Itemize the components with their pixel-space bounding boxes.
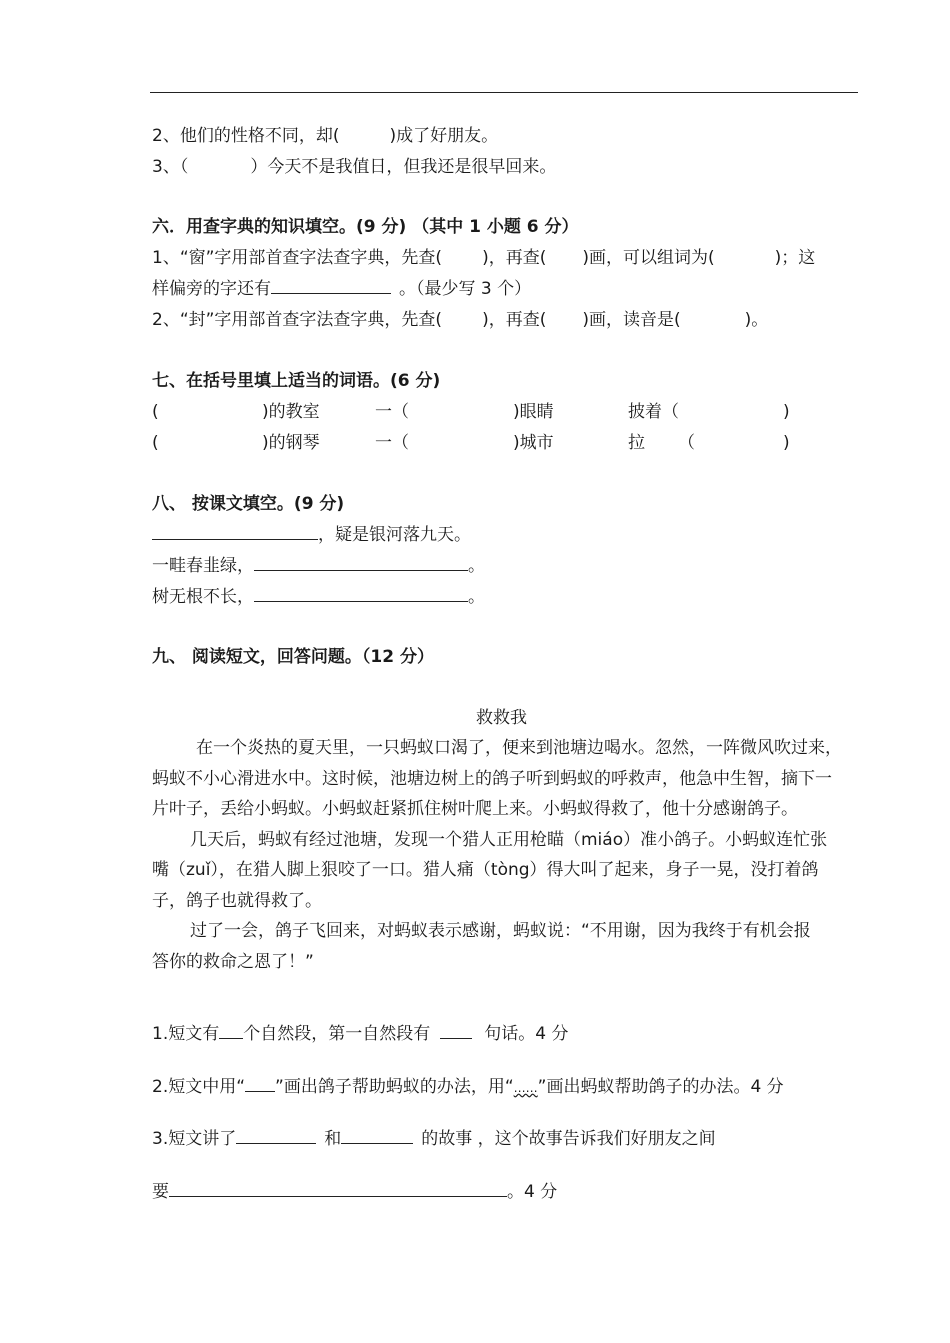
s7-r2-c2b: )城市: [513, 433, 554, 453]
s9-q2-text-a: 2.短文中用“: [152, 1077, 246, 1097]
s6-q2-line: [152, 309, 768, 331]
section-9-title: 九、 阅读短文，回答问题。（12 分）: [152, 647, 434, 667]
blank-line: [440, 1024, 472, 1039]
straight-underline-sample: [245, 1077, 275, 1092]
question-3-line: [152, 156, 556, 178]
s9-q1-text-a: 1.短文有: [152, 1024, 220, 1044]
story-p1-l1: 在一个炎热的夏天里，一只蚂蚁口渴了，便来到池塘边喝水。忽然，一阵微风吹过来，: [196, 738, 842, 758]
section-7-title: 七、在括号里填上适当的词语。(6 分): [152, 371, 441, 391]
s9-q3-text-c: 的故事 ，这个故事告诉我们好朋友之间: [421, 1129, 716, 1149]
s9-q1: [152, 1023, 568, 1045]
s7-r2-c1: )的钢琴: [262, 433, 320, 453]
s6-q1-text-f: 。（最少写 3 个）: [399, 279, 532, 299]
q3-text-a: 3、（: [152, 157, 189, 177]
s7-r2-close: ): [783, 433, 790, 453]
s7-r1-c1: )的教室: [262, 402, 320, 422]
s9-q2: [152, 1076, 784, 1099]
s8-line2-text: 一畦春韭绿，: [152, 556, 254, 576]
q3-text-b: ）今天不是我值日，但我还是很早回来。: [250, 157, 557, 177]
s8-line3-end: 。: [468, 587, 485, 607]
s9-q2-text-b: ”画出鸽子帮助蚂蚁的办法，用“: [275, 1077, 514, 1097]
s8-line1-text: ，疑是银河落九天。: [318, 525, 471, 545]
story-p3-l2: 答你的救命之恩了！”: [152, 952, 314, 972]
s9-q4: [152, 1181, 557, 1203]
blank-line: [152, 525, 318, 540]
s9-q4-text-a: 要: [152, 1182, 169, 1202]
wavy-underline-sample: ……: [513, 1081, 538, 1095]
s9-q3-text-b: 和: [324, 1129, 342, 1149]
s8-line3-text: 树无根不长，: [152, 587, 254, 607]
s8-line1: [152, 524, 471, 546]
header-rule: [150, 92, 858, 93]
s8-line3: [152, 586, 485, 608]
s6-q1-text-e: 样偏旁的字还有: [152, 279, 271, 299]
story-p1-l3: 片叶子，丢给小蚂蚁。小蚂蚁赶紧抓住树叶爬上来。小蚂蚁得救了，他十分感谢鸽子。: [152, 799, 798, 819]
story-p2-l3: 子，鸽子也就得救了。: [152, 891, 322, 911]
s7-r1-c2a: 一（: [375, 402, 409, 422]
s9-q3: [152, 1128, 716, 1150]
s9-q4-text-b: 。4 分: [507, 1182, 558, 1202]
s6-q1-line1: [152, 247, 815, 269]
story-p2-l2: 嘴（zuǐ），在猎人脚上狠咬了一口。猎人痛（tòng）得大叫了起来，身子一晃，没打着鸽: [152, 860, 819, 880]
s6-q1-text-b: )，再查(: [482, 248, 547, 268]
s7-r1-c2b: )眼睛: [513, 402, 554, 422]
s6-q1-text-c: )画，可以组词为(: [582, 248, 715, 268]
s7-r2-c3a: 拉: [628, 433, 645, 453]
s6-q2-text-c: )画，读音是(: [582, 310, 681, 330]
q2-text-a: 2、他们的性格不同，却(: [152, 126, 340, 146]
blank-line: [271, 279, 391, 294]
blank-line: [169, 1182, 507, 1197]
s9-q1-text-b: 个自然段，第一自然段有: [243, 1024, 431, 1044]
blank-line: [254, 587, 468, 602]
s9-q1-text-c: 句话。4 分: [484, 1024, 569, 1044]
s7-r1-c3a: 披着（: [628, 402, 679, 422]
s6-q1-line2: [152, 278, 531, 300]
story-p1-l2: 蚂蚁不小心滑进水中。这时候，池塘边树上的鸽子听到蚂蚁的呼救声，他急中生智，摘下一: [152, 769, 832, 789]
s6-q2-text-b: )，再查(: [482, 310, 547, 330]
s7-r2-c3b: （: [678, 433, 695, 453]
s6-q1-text-a: 1、“窗”字用部首查字法查字典，先查(: [152, 248, 443, 268]
s6-q1-text-d: )；这: [774, 248, 816, 268]
story-p2-l1: 几天后，蚂蚁有经过池塘，发现一个猎人正用枪瞄（miáo）准小鸽子。小蚂蚁连忙张: [190, 830, 828, 850]
blank-line: [219, 1024, 243, 1039]
s7-r2-c2a: 一（: [375, 433, 409, 453]
blank-line: [254, 556, 468, 571]
s7-r1-close: ): [783, 402, 790, 422]
section-8-title: 八、 按课文填空。(9 分): [152, 494, 345, 514]
s7-r1-open: (: [152, 402, 159, 422]
s7-r2-open: (: [152, 433, 159, 453]
s8-line2-end: 。: [468, 556, 485, 576]
blank-line: [236, 1129, 316, 1144]
s8-line2: [152, 555, 485, 577]
s6-q2-text-d: )。: [744, 310, 769, 330]
question-2-line: [152, 125, 498, 147]
blank-line: [341, 1129, 413, 1144]
section-6-title: 六．用查字典的知识填空。(9 分) （其中 1 小题 6 分）: [152, 217, 579, 237]
q2-text-b: )成了好朋友。: [389, 126, 499, 146]
s6-q2-text-a: 2、“封”字用部首查字法查字典，先查(: [152, 310, 443, 330]
s9-q3-text-a: 3.短文讲了: [152, 1129, 237, 1149]
story-p3-l1: 过了一会，鸽子飞回来，对蚂蚁表示感谢，蚂蚁说：“不用谢，因为我终于有机会报: [190, 921, 811, 941]
s9-q2-text-c: ”画出蚂蚁帮助鸽子的办法。4 分: [537, 1077, 784, 1097]
story-title: 救救我: [476, 708, 527, 728]
